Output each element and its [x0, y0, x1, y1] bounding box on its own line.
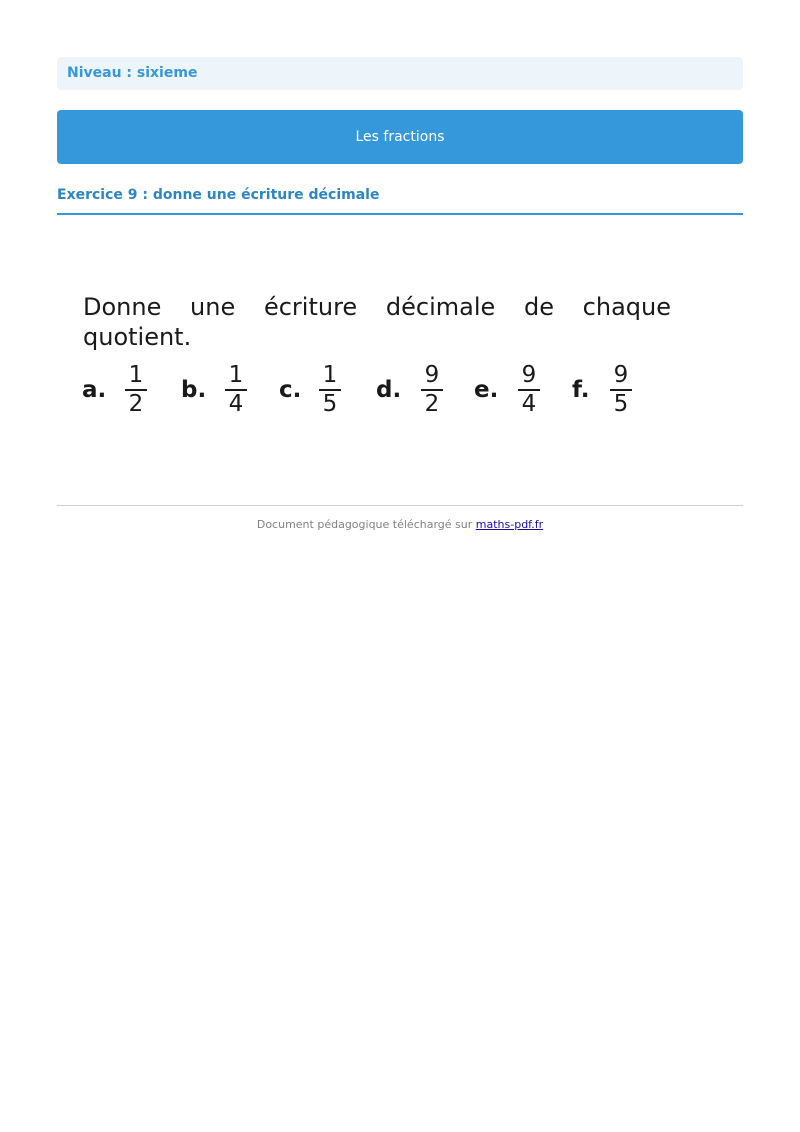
exercise-heading: Exercice 9 : donne une écriture décimale — [57, 185, 743, 215]
fraction-a-denominator: 2 — [128, 391, 144, 417]
item-label-b: b. — [181, 377, 207, 403]
level-banner: Niveau : sixieme — [57, 57, 743, 90]
footer-text: Document pédagogique téléchargé sur — [256, 518, 473, 531]
fraction-f — [610, 362, 632, 417]
fraction-b-denominator: 4 — [228, 391, 244, 417]
fraction-b — [225, 362, 247, 417]
page-title: Les fractions — [57, 110, 743, 164]
item-label-e: e. — [474, 377, 499, 403]
exercise-instruction: Donne une écriture décimale de chaque quotient. — [83, 293, 671, 351]
item-label-d: d. — [376, 377, 402, 403]
fraction-d-denominator: 2 — [424, 391, 440, 417]
fraction-d-numerator: 9 — [424, 362, 440, 388]
item-label-f: f. — [572, 377, 590, 403]
fraction-d — [421, 362, 443, 417]
fraction-e-denominator: 4 — [521, 391, 537, 417]
fraction-c-denominator: 5 — [322, 391, 338, 417]
exercise-figure — [57, 280, 743, 440]
footer — [57, 517, 743, 533]
fraction-f-denominator: 5 — [613, 391, 629, 417]
fraction-a — [125, 362, 147, 417]
fraction-e — [518, 362, 540, 417]
fraction-a-numerator: 1 — [128, 362, 144, 388]
fraction-c-numerator: 1 — [322, 362, 338, 388]
footer-divider — [57, 505, 743, 506]
item-label-c: c. — [279, 377, 302, 403]
fraction-e-numerator: 9 — [521, 362, 537, 388]
fraction-f-numerator: 9 — [613, 362, 629, 388]
item-label-a: a. — [82, 377, 107, 403]
fraction-c — [319, 362, 341, 417]
footer-link[interactable]: maths-pdf.fr — [475, 518, 544, 531]
fraction-b-numerator: 1 — [228, 362, 244, 388]
